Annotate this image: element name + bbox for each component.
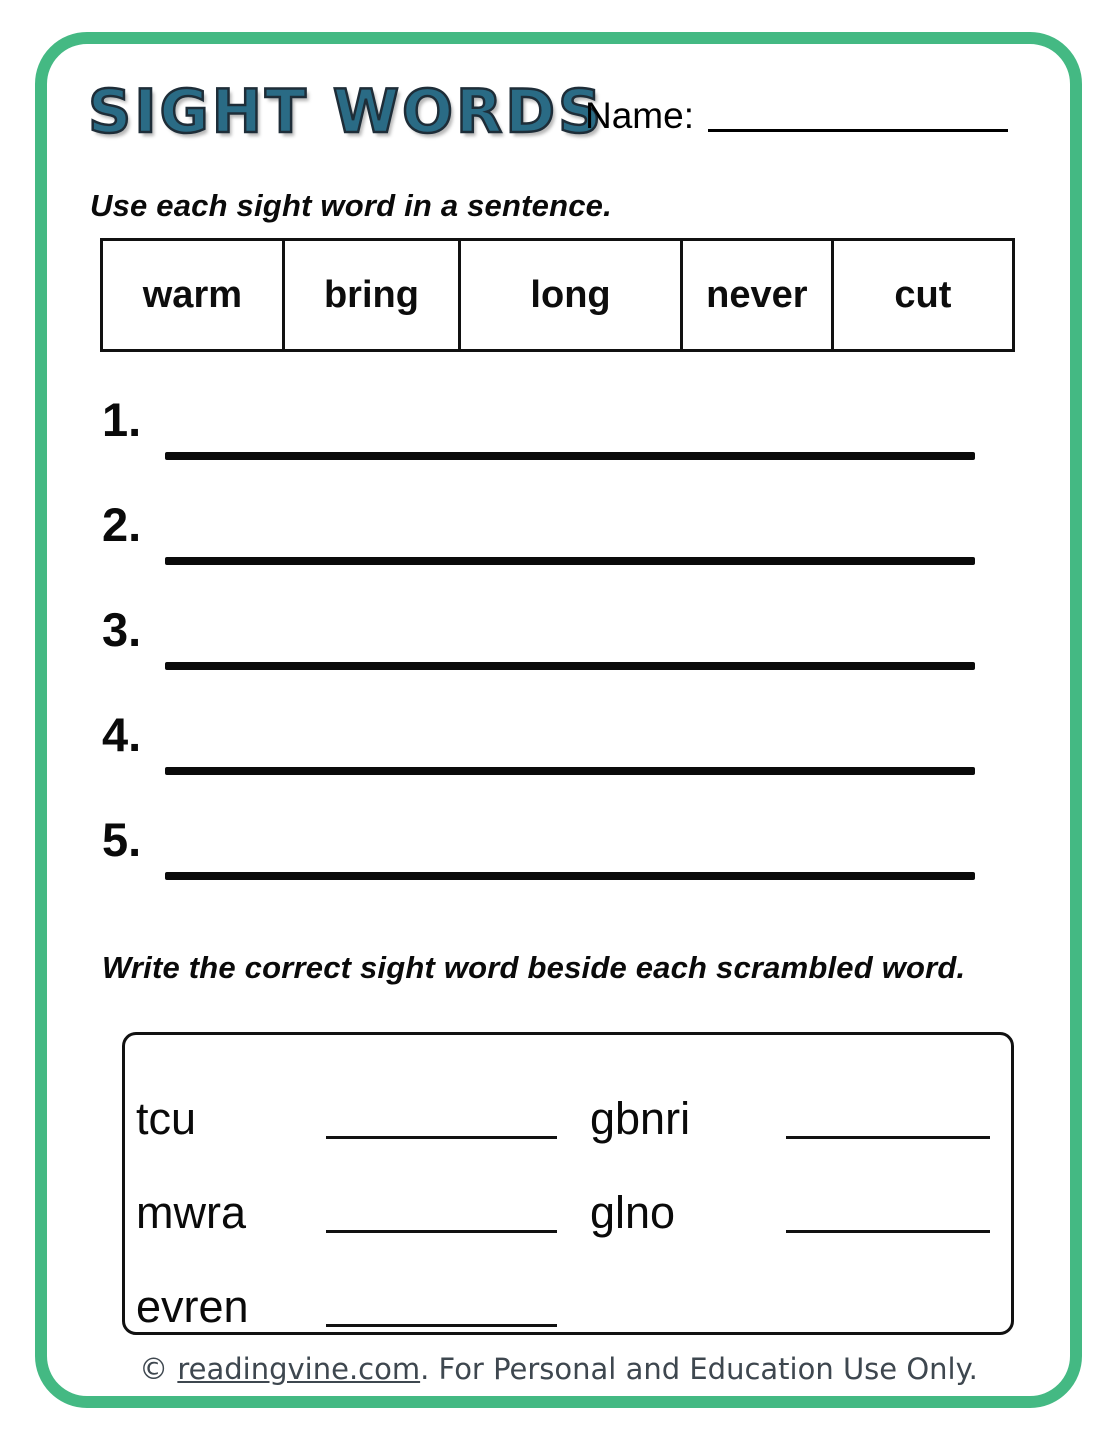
sentence-blank-line[interactable] bbox=[165, 872, 975, 880]
sentence-number: 2. bbox=[102, 498, 142, 551]
answer-blank-line[interactable] bbox=[326, 1230, 557, 1233]
sentence-list bbox=[100, 392, 975, 917]
sight-word-cell: cut bbox=[894, 273, 952, 316]
answer-blank-line[interactable] bbox=[326, 1324, 557, 1327]
footer bbox=[35, 1352, 1082, 1386]
scrambled-word-cell bbox=[125, 1239, 573, 1333]
scrambled-word-cell bbox=[573, 1239, 1011, 1333]
sight-word-cell: long bbox=[461, 241, 683, 349]
name-field bbox=[585, 96, 1008, 137]
footer-link[interactable]: readingvine.com bbox=[177, 1352, 421, 1386]
sight-word-cell: never bbox=[683, 241, 834, 349]
sentence-number: 5. bbox=[102, 813, 142, 866]
sight-word-cell: warm bbox=[103, 241, 285, 349]
answer-blank-line[interactable] bbox=[786, 1136, 990, 1139]
scrambled-word: gbnri bbox=[590, 1093, 691, 1145]
sentence-item bbox=[100, 497, 975, 602]
sentence-number: 4. bbox=[102, 708, 142, 761]
footer-usage-note: . For Personal and Education Use Only. bbox=[420, 1352, 978, 1386]
scrambled-word-cell bbox=[125, 1051, 573, 1145]
sight-word-cell: bring bbox=[285, 241, 461, 349]
scrambled-word: tcu bbox=[136, 1093, 197, 1145]
sentence-blank-line[interactable] bbox=[165, 557, 975, 565]
answer-blank-line[interactable] bbox=[786, 1230, 990, 1233]
scrambled-word: glno bbox=[590, 1187, 676, 1239]
page-title: SIGHT WORDS bbox=[88, 77, 605, 147]
sentence-blank-line[interactable] bbox=[165, 452, 975, 460]
sight-words-table bbox=[100, 238, 1015, 352]
answer-blank-line[interactable] bbox=[326, 1136, 557, 1139]
sentence-blank-line[interactable] bbox=[165, 767, 975, 775]
sentence-number: 1. bbox=[102, 393, 142, 446]
name-blank-line[interactable] bbox=[708, 129, 1008, 132]
sentence-item bbox=[100, 707, 975, 812]
sentence-item bbox=[100, 602, 975, 707]
sentence-item bbox=[100, 812, 975, 917]
name-label: Name: bbox=[585, 95, 694, 136]
scrambled-words-box bbox=[122, 1032, 1014, 1335]
instruction-sentences: Use each sight word in a sentence. bbox=[90, 188, 612, 223]
sentence-number: 3. bbox=[102, 603, 142, 656]
scrambled-word: evren bbox=[136, 1281, 249, 1333]
sentence-blank-line[interactable] bbox=[165, 662, 975, 670]
footer-copyright: © bbox=[139, 1352, 178, 1386]
scrambled-word-cell bbox=[573, 1051, 1011, 1145]
scrambled-word: mwra bbox=[136, 1187, 246, 1239]
instruction-scrambled: Write the correct sight word beside each scrambled word. bbox=[102, 950, 966, 985]
sentence-item bbox=[100, 392, 975, 497]
scrambled-word-cell bbox=[125, 1145, 573, 1239]
scrambled-word-cell bbox=[573, 1145, 1011, 1239]
